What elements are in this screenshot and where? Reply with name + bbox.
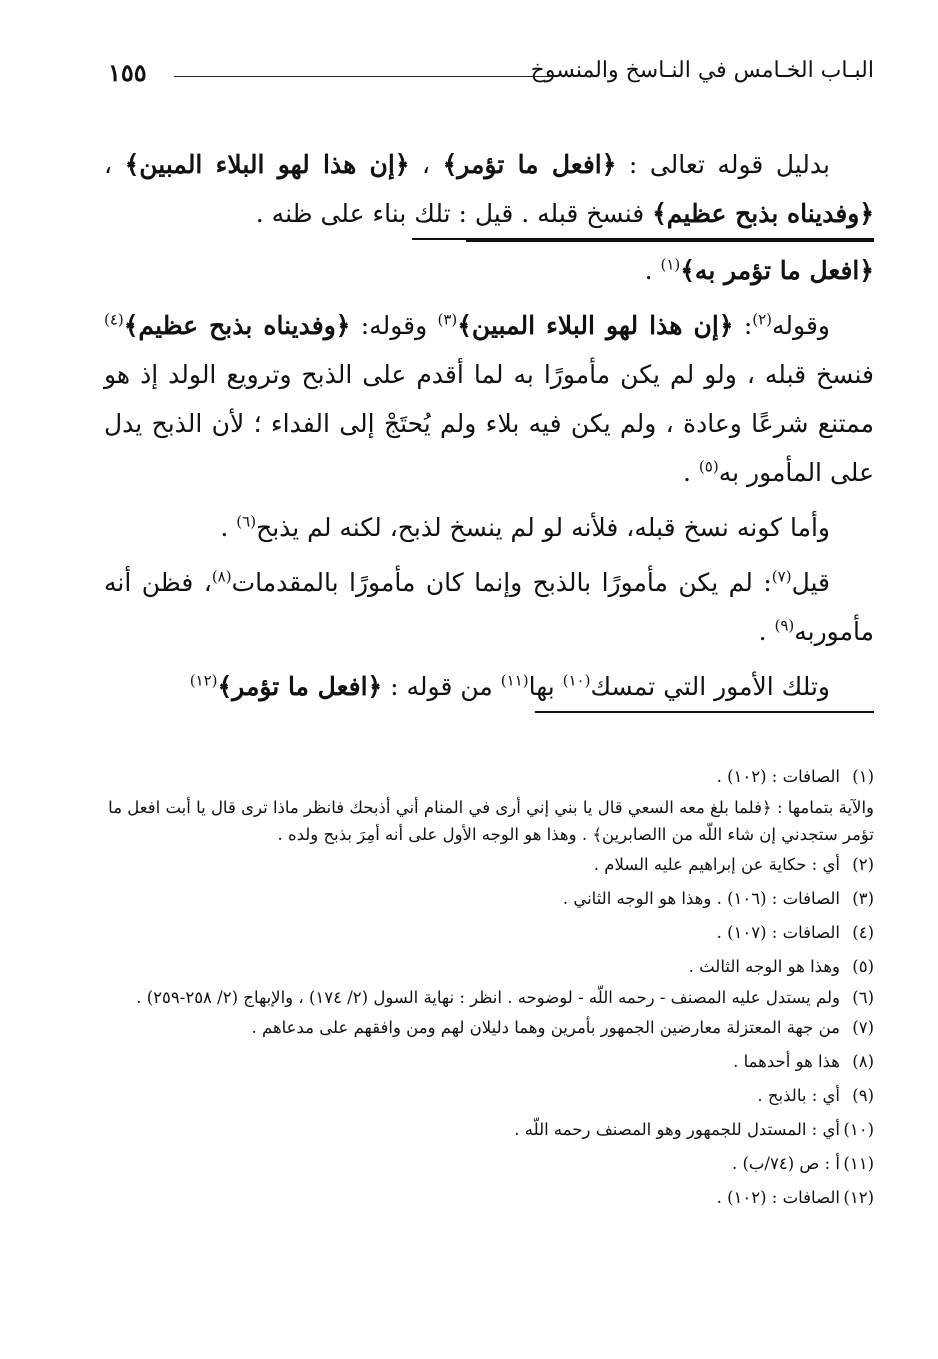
footnote-ref-11[interactable]: (١١) xyxy=(500,671,529,690)
footnote-number: (١) xyxy=(852,767,874,786)
footnote-5 xyxy=(104,950,874,984)
text: من قوله : xyxy=(382,672,501,701)
quran-quote: ﴿افعل ما تؤمر﴾ xyxy=(217,672,383,701)
text: بدليل قوله تعالى : xyxy=(616,150,831,179)
text: فنسخ قبله ، ولو لم يكن مأمورًا به لما أقدم على الذبح وترويع الولد إذ هو ممتنع شرعًا وعادة ، ولم يكن فيه بلاء ولم يُحتَجْ إلى الفداء ؛ لأن الذبح يدل على المأمور به xyxy=(104,360,874,487)
footnote-number: (٦) xyxy=(852,988,874,1007)
page-header xyxy=(108,56,874,96)
text: . xyxy=(644,256,661,285)
text: . xyxy=(758,617,775,646)
footnote-12 xyxy=(104,1181,874,1215)
footnote-text: وهذا هو الوجه الثالث . xyxy=(688,957,840,976)
footnote-text: أي : المستدل للجمهور وهو المصنف رحمه اللّه . xyxy=(514,1120,840,1139)
footnote-9 xyxy=(104,1079,874,1113)
header-rule xyxy=(174,76,554,77)
footnote-separator-rule xyxy=(535,711,874,713)
text: : xyxy=(733,311,753,340)
footnote-ref-3[interactable]: (٣) xyxy=(437,310,458,329)
text: فنسخ قبله . قيل : تلك بناء على ظنه . xyxy=(255,199,653,228)
paragraph-4 xyxy=(104,503,874,552)
footnote-ref-9[interactable]: (٩) xyxy=(774,616,795,635)
text: . xyxy=(683,458,699,487)
footnote-number: (٤) xyxy=(852,923,874,942)
footnote-text: الصافات : (١٠٦) . وهذا هو الوجه الثاني . xyxy=(562,889,840,908)
quran-quote: ﴿افعل ما تؤمر به﴾ xyxy=(680,256,874,285)
footnote-text: أ : ص (٧٤/ب) . xyxy=(731,1154,840,1173)
footnotes xyxy=(104,760,874,1215)
text: وقوله: xyxy=(350,311,438,340)
footnote-7 xyxy=(104,1011,874,1045)
footnote-ref-12[interactable]: (١٢) xyxy=(189,671,218,690)
footnote-6 xyxy=(104,984,874,1011)
text: وقوله xyxy=(772,311,830,340)
footnote-number: (١١) xyxy=(843,1154,874,1173)
text: ، فظن أنه مأموربه xyxy=(104,568,874,646)
footnote-text: أي : حكاية عن إبراهيم عليه السلام . xyxy=(593,855,840,874)
quran-quote: ﴿وفديناه بذبح عظيم﴾ xyxy=(123,311,351,340)
main-text xyxy=(104,140,874,713)
footnote-ref-10[interactable]: (١٠) xyxy=(562,671,591,690)
footnote-ref-1[interactable]: (١) xyxy=(660,255,681,274)
footnote-2 xyxy=(104,848,874,882)
footnote-text: الصافات : (١٠٢) . xyxy=(716,767,840,786)
section-rule-end xyxy=(466,240,874,242)
footnote-1-continuation: والآية بتمامها : ﴿فلما بلغ معه السعي قال يا بني إني أرى في المنام أني أذبحك فانظر ماذا ترى قال يا أبت افعل ما تؤمر ستجدني إن شاء اللّه من االصابرين﴾ . وهذا هو الوجه الأول على أنه أمِرَ بذبح ولده . xyxy=(108,798,874,844)
footnote-number: (٨) xyxy=(852,1052,874,1071)
footnote-text: الصافات : (١٠٧) . xyxy=(716,923,840,942)
footnote-1 xyxy=(104,760,874,794)
footnote-number: (٣) xyxy=(852,889,874,908)
quran-quote: ﴿إن هذا لهو البلاء المبين﴾ xyxy=(457,311,734,340)
footnote-number: (١٠) xyxy=(843,1120,874,1139)
text: قيل xyxy=(791,568,830,597)
footnote-3 xyxy=(104,882,874,916)
footnote-10 xyxy=(104,1113,874,1147)
footnote-8 xyxy=(104,1045,874,1079)
text: وتلك الأمور التي تمسك xyxy=(590,672,830,701)
text: وأما كونه نسخ قبله، فلأنه لو لم ينسخ لذبح، لكنه لم يذبح xyxy=(256,513,830,542)
quran-quote: ﴿وفديناه بذبح عظيم﴾ xyxy=(652,199,874,228)
text: بها xyxy=(528,672,563,701)
footnote-ref-8[interactable]: (٨) xyxy=(211,567,232,586)
footnote-ref-7[interactable]: (٧) xyxy=(771,567,792,586)
footnote-text: ولم يستدل عليه المصنف - رحمه اللّه - لوضوحه . انظر : نهاية السول (٢/ ١٧٤) ، والإبهاج (٢/ ٢٥٨-٢٥٩) . xyxy=(136,988,840,1007)
paragraph-2 xyxy=(104,246,874,295)
page-number: ١٥٥ xyxy=(108,58,147,87)
paragraph-6 xyxy=(104,662,874,711)
footnote-text: هذا هو أحدهما . xyxy=(733,1052,840,1071)
text: ، xyxy=(409,150,443,179)
text: ، xyxy=(104,150,125,179)
text: : لم يكن مأمورًا بالذبح وإنما كان مأمورًا بالمقدمات xyxy=(231,568,772,597)
footnote-ref-6[interactable]: (٦) xyxy=(236,512,257,531)
paragraph-3 xyxy=(104,301,874,497)
paragraph-5 xyxy=(104,558,874,656)
paragraph-1 xyxy=(104,140,874,238)
quran-quote: ﴿افعل ما تؤمر﴾ xyxy=(442,150,617,179)
text: . xyxy=(220,513,237,542)
footnote-ref-5[interactable]: (٥) xyxy=(698,457,719,476)
footnote-ref-2[interactable]: (٢) xyxy=(752,310,773,329)
quran-quote: ﴿إن هذا لهو البلاء المبين﴾ xyxy=(124,150,410,179)
footnote-number: (١٢) xyxy=(843,1188,874,1207)
footnote-number: (٥) xyxy=(852,957,874,976)
footnote-4 xyxy=(104,916,874,950)
footnote-text: من جهة المعتزلة معارضين الجمهور بأمرين وهما دليلان لهم ومن وافقهم على مدعاهم . xyxy=(251,1018,840,1037)
footnote-11 xyxy=(104,1147,874,1181)
running-title: البـاب الخـامس في النـاسخ والمنسوخ xyxy=(530,58,874,83)
footnote-number: (٩) xyxy=(852,1086,874,1105)
footnote-text: الصافات : (١٠٢) . xyxy=(716,1188,840,1207)
footnote-text: أي : بالذبح . xyxy=(757,1086,840,1105)
footnote-number: (٧) xyxy=(852,1018,874,1037)
footnote-number: (٢) xyxy=(852,855,874,874)
footnote-ref-4[interactable]: (٤) xyxy=(104,310,124,329)
